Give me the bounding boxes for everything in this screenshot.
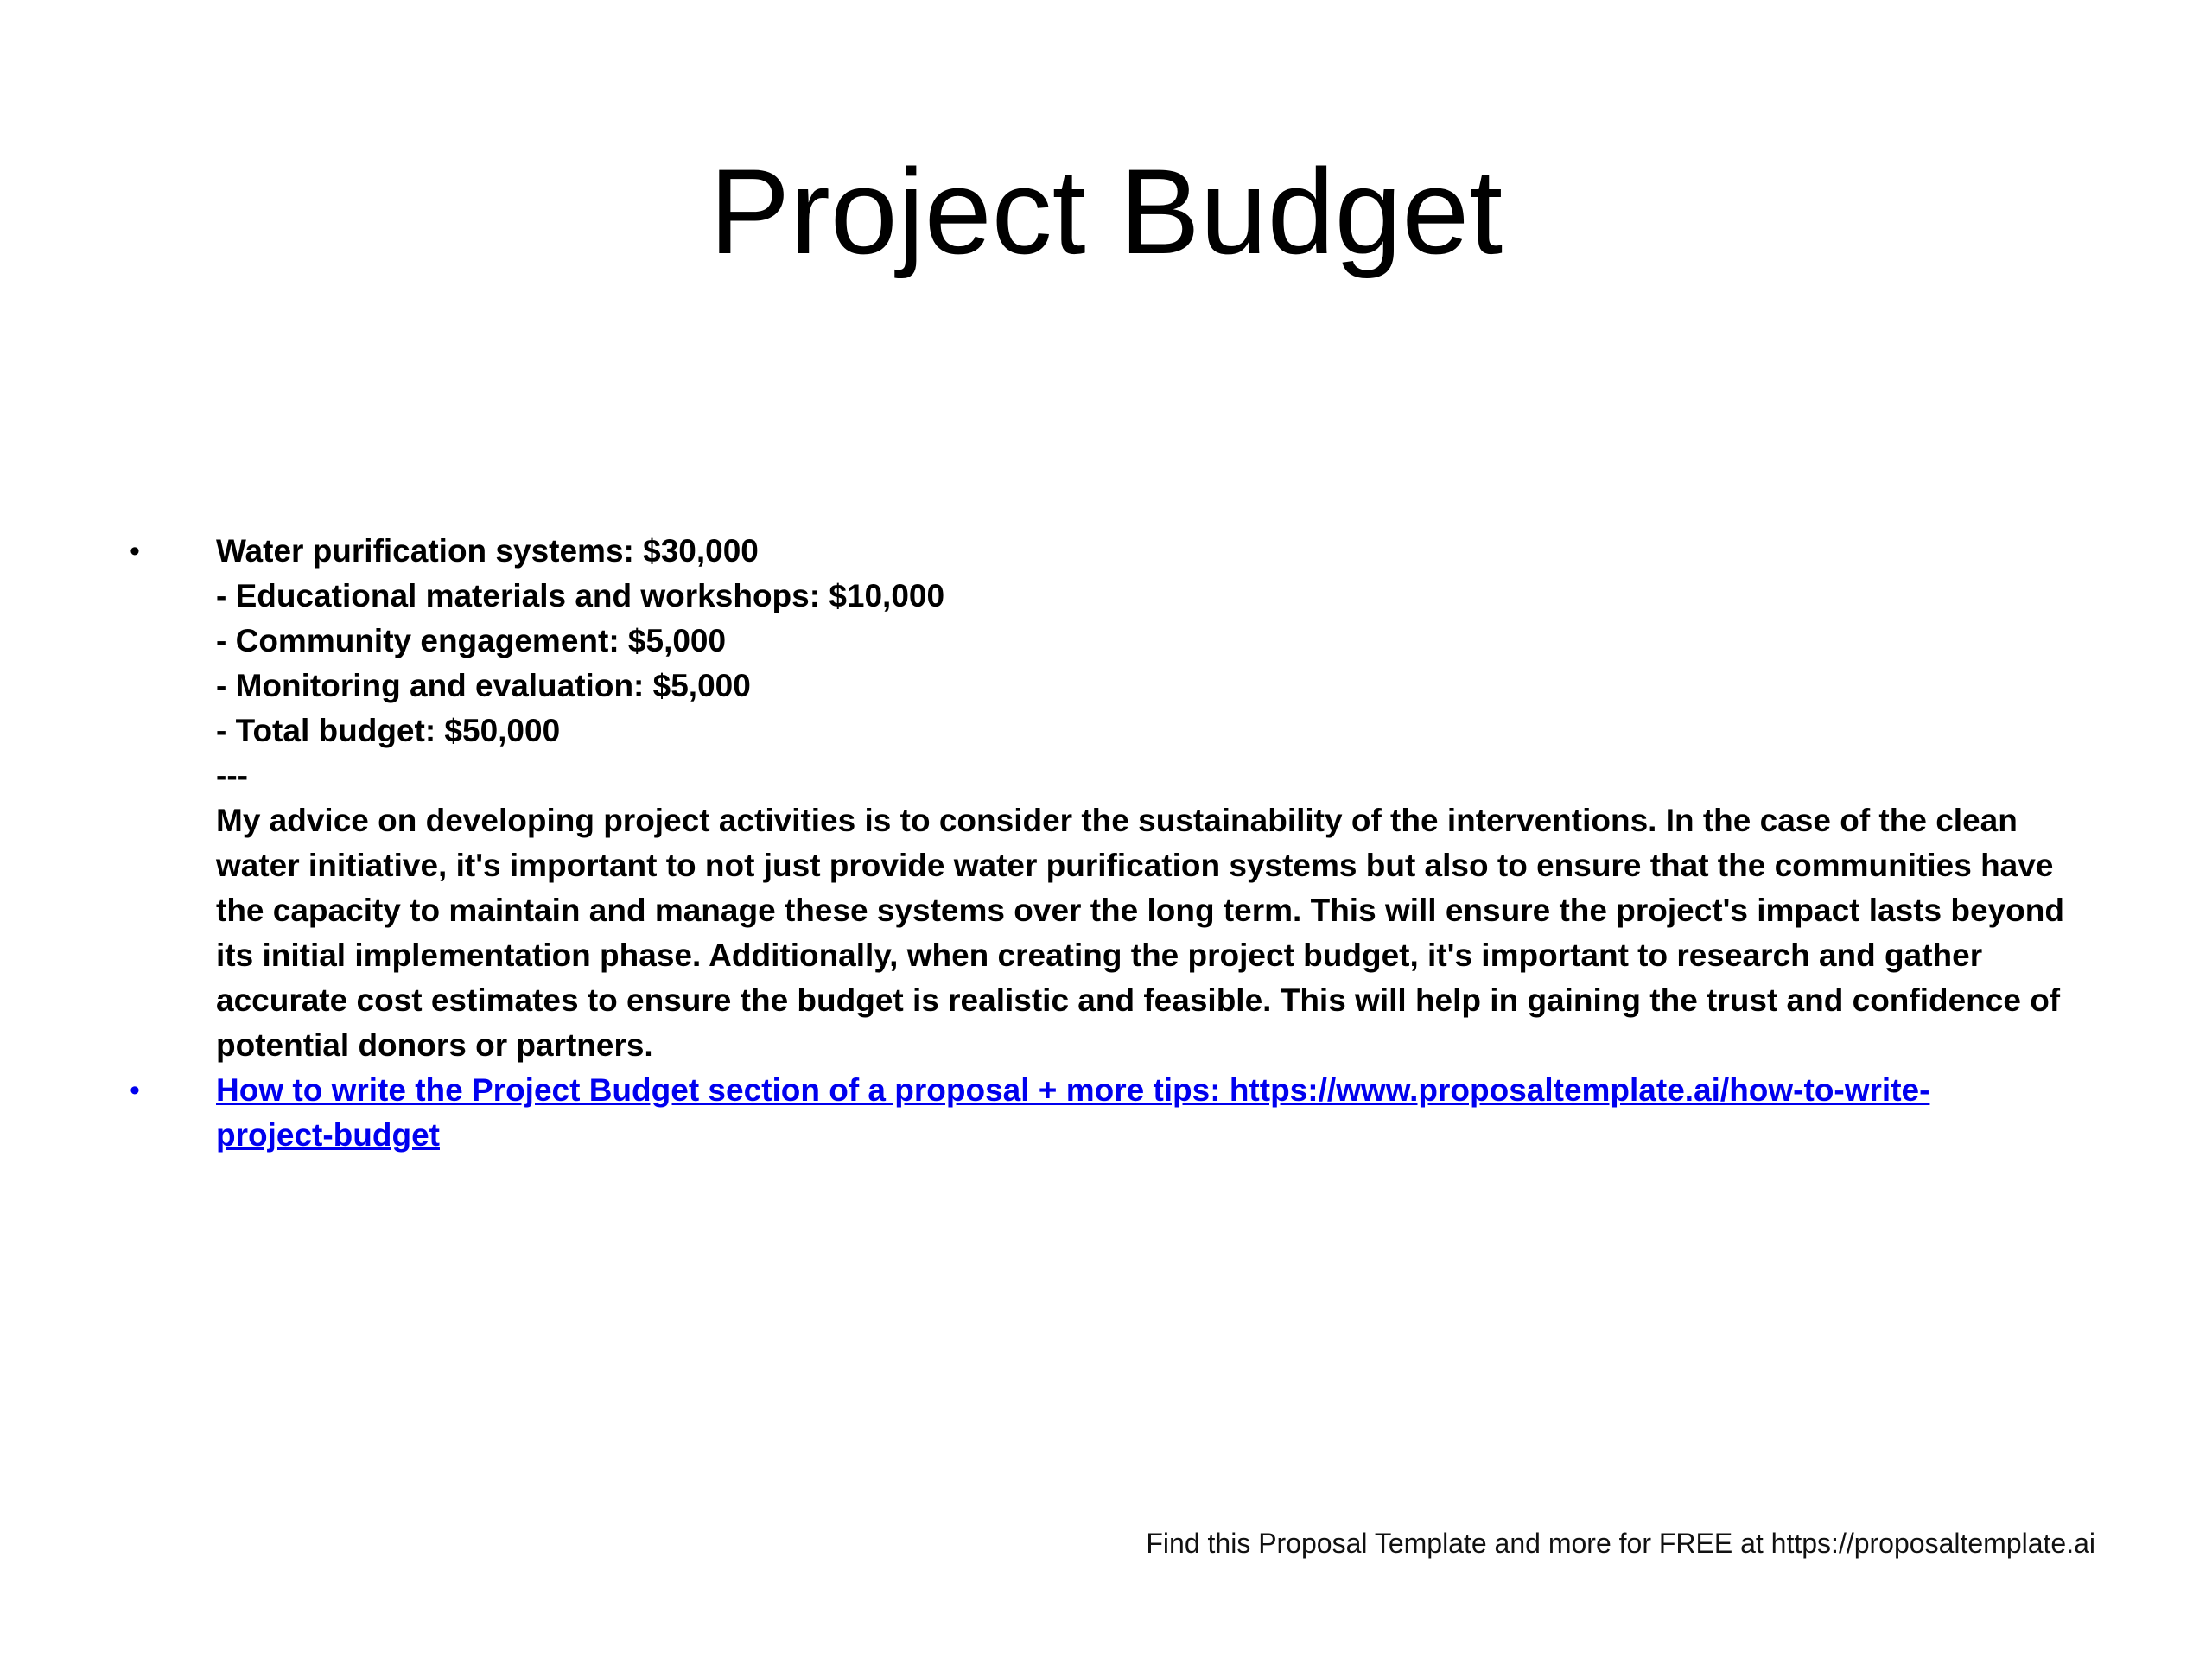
separator-line: --- xyxy=(216,758,248,793)
bullet-list xyxy=(130,529,2082,1158)
budget-line-water-purification: Water purification systems: $30,000 xyxy=(216,533,759,569)
bullet-item-link xyxy=(130,1068,2082,1158)
how-to-write-budget-link[interactable]: How to write the Project Budget section of a proposal + more tips: https://www.proposaltemplate.ai/how-to-write-project-budget xyxy=(216,1072,1930,1153)
budget-line-educational-materials: - Educational materials and workshops: $10,000 xyxy=(216,578,945,613)
advice-paragraph: My advice on developing project activities is to consider the sustainability of the interventions. In the case of the clean water initiative, it's important to not just provide water purification systems but also to ensure that the communities have the capacity to maintain and manage these systems over the long term. This will ensure the project's impact lasts beyond its initial implementation phase. Additionally, when creating the project budget, it's important to research and gather accurate cost estimates to ensure the budget is realistic and feasible. This will help in gaining the trust and confidence of potential donors or partners. xyxy=(216,803,2064,1063)
bullet-dot-icon: • xyxy=(130,535,140,568)
budget-line-total: - Total budget: $50,000 xyxy=(216,713,561,748)
footer-note: Find this Proposal Template and more for FREE at https://proposaltemplate.ai xyxy=(1146,1528,2095,1559)
bullet-dot-icon: • xyxy=(130,1074,140,1107)
bullet-item-budget xyxy=(130,529,2082,1068)
slide-title: Project Budget xyxy=(709,143,1503,279)
budget-line-monitoring-evaluation: - Monitoring and evaluation: $5,000 xyxy=(216,668,751,703)
budget-line-community-engagement: - Community engagement: $5,000 xyxy=(216,623,727,658)
